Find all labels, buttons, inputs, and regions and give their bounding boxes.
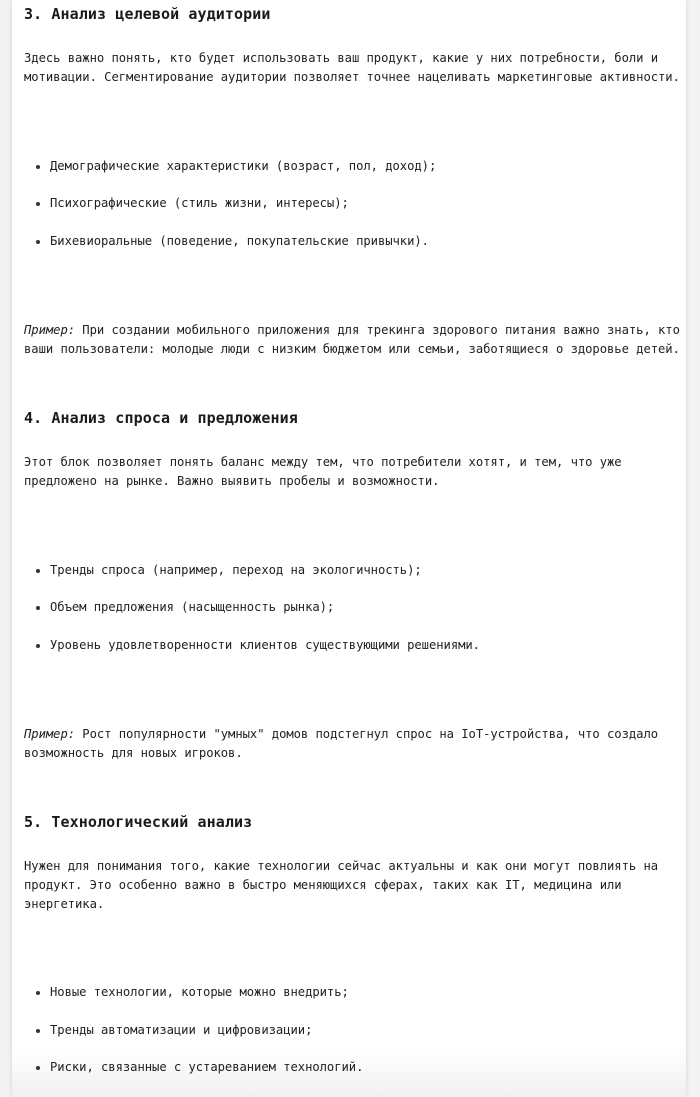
example-label: Пример: — [24, 323, 76, 337]
text-line: энергетика. — [24, 897, 105, 911]
bullet-icon — [36, 202, 40, 206]
text-line — [24, 725, 679, 744]
text-line — [24, 321, 679, 340]
section-heading: 3. Анализ целевой аудитории — [24, 5, 271, 23]
example-text: При создании мобильного приложения для трекинга здорового питания важно знать, кто — [75, 323, 680, 337]
bullet-icon — [36, 569, 40, 573]
bullet-icon — [36, 165, 40, 169]
section-intro — [24, 857, 679, 914]
text-line: предложено на рынке. Важно выявить пробелы и возможности. — [24, 474, 440, 488]
example-label: Пример: — [24, 727, 76, 741]
text-line: продукт. Это особенно важно в быстро меняющихся сферах, таких как IT, медицина или — [24, 878, 622, 892]
list-item-text: Тренды спроса (например, переход на экологичность); — [50, 563, 422, 577]
text-line: Нужен для понимания того, какие технологии сейчас актуальны и как они могут повлиять на — [24, 859, 659, 873]
list-item-text: Уровень удовлетворенности клиентов существующими решениями. — [50, 638, 480, 652]
list-item-text: Психографические (стиль жизни, интересы); — [50, 196, 349, 210]
text-line: мотивации. Сегментирование аудитории позволяет точнее нацеливать маркетинговые активности. — [24, 70, 680, 84]
section-heading: 4. Анализ спроса и предложения — [24, 409, 298, 427]
section-intro — [24, 49, 679, 87]
example-text: Рост популярности "умных" домов подстегнул спрос на IoT-устройства, что создало — [75, 727, 659, 741]
text-line: Этот блок позволяет понять баланс между тем, что потребители хотят, и тем, что уже — [24, 455, 622, 469]
document-card — [12, 0, 686, 1097]
bullet-icon — [36, 240, 40, 244]
bullet-icon — [36, 991, 40, 995]
example-paragraph — [24, 321, 679, 359]
bullet-icon — [36, 1029, 40, 1033]
bullet-icon — [36, 1066, 40, 1070]
list-item-text: Демографические характеристики (возраст, пол, доход); — [50, 159, 437, 173]
section-heading: 5. Технологический анализ — [24, 813, 253, 831]
text-line: возможность для новых игроков. — [24, 746, 243, 760]
list-item-text: Риски, связанные с устареванием технологий. — [50, 1060, 364, 1074]
text-line: Здесь важно понять, кто будет использовать ваш продукт, какие у них потребности, боли и — [24, 51, 659, 65]
list-item-text: Бихевиоральные (поведение, покупательские привычки). — [50, 234, 429, 248]
list-item-text: Тренды автоматизации и цифровизации; — [50, 1023, 313, 1037]
example-paragraph — [24, 725, 679, 763]
list-item-text: Объем предложения (насыщенность рынка); — [50, 600, 335, 614]
text-line: ваши пользователи: молодые люди с низким бюджетом или семьи, заботящиеся о здоровье детей. — [24, 342, 680, 356]
bullet-icon — [36, 606, 40, 610]
section-intro — [24, 453, 679, 491]
bullet-icon — [36, 644, 40, 648]
list-item-text: Новые технологии, которые можно внедрить; — [50, 985, 349, 999]
